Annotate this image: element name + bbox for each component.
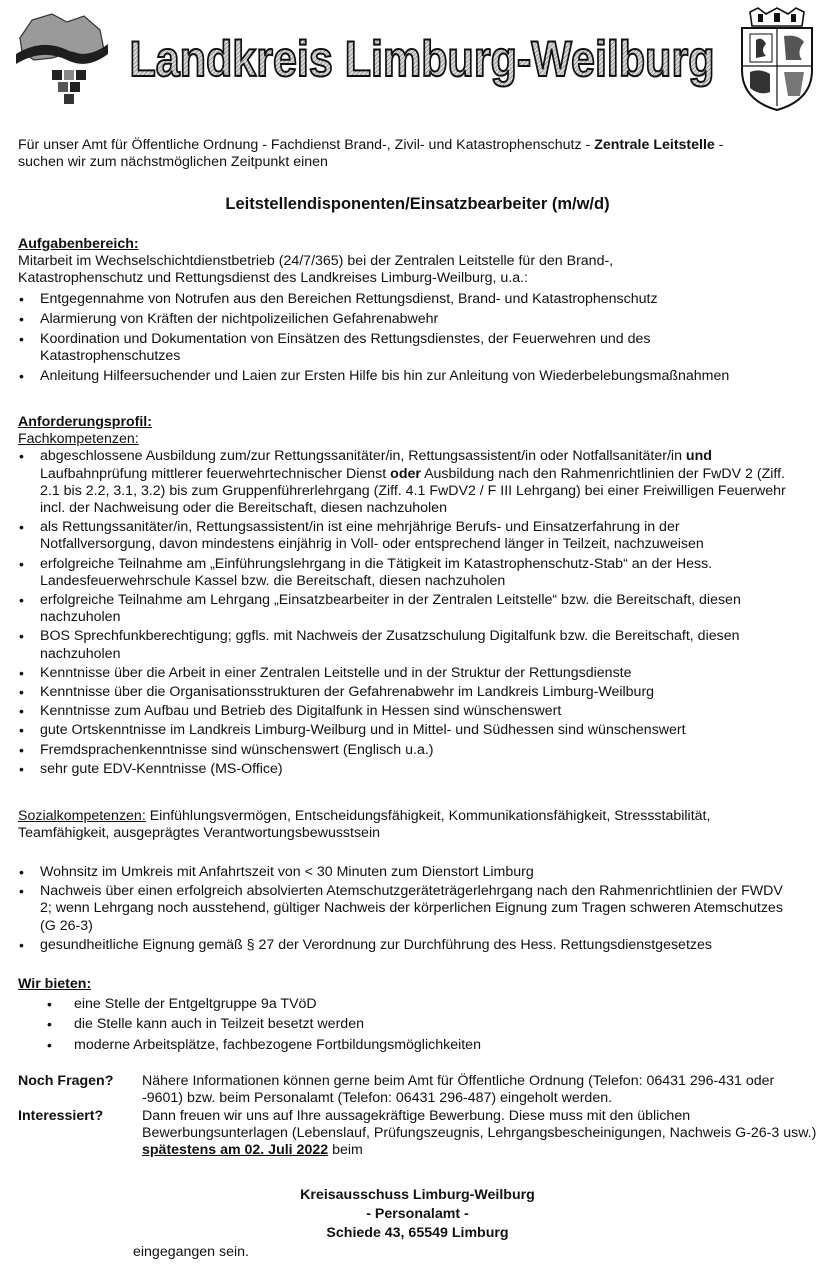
address-block: [0, 1186, 835, 1243]
weitere-section: [18, 864, 818, 954]
fragen-text: Nähere Informationen können gerne beim Amt für Öffentliche Ordnung (Telefon: 06431 296-431 oder -9601) bzw. beim Personalamt (Telefon: 06431 296-487) eingeholt werden.: [142, 1073, 775, 1107]
list-item: • Kenntnisse über die Arbeit in einer Zentralen Leitstelle und in der Struktur der Rettungsdienste: [18, 665, 798, 682]
intro-text-2: -: [714, 137, 724, 153]
aufgaben-line1: Mitarbeit im Wechselschichtdienstbetrieb (24/7/365) bei der Zentralen Leitstelle für den Brand-,: [18, 253, 614, 270]
closing-text: eingegangen sein.: [133, 1244, 249, 1260]
list-item: • als Rettungssanitäter/in, Rettungsassistent/in ist eine mehrjährige Berufs- und Einsatzerfahrung in der Notfallversorgung, davon mindestens einjährig in Voll- oder entsprechend länger in Teilzeit, nachzuweisen: [18, 519, 798, 553]
sozial-paragraph: [18, 808, 718, 842]
list-item: • gesundheitliche Eignung gemäß § 27 der Verordnung zur Durchführung des Hess. Rettungsdienstgesetzes: [18, 937, 798, 954]
list-item: • Entgegennahme von Notrufen aus den Bereichen Rettungsdienst, Brand- und Katastrophenschutz: [18, 291, 818, 308]
item1-und: und: [685, 448, 712, 465]
list-item: • Fremdsprachenkenntnisse sind wünschenswert (Englisch u.a.): [18, 742, 798, 759]
interessiert-label: Interessiert?: [18, 1108, 104, 1124]
fragen-label: Noch Fragen?: [18, 1073, 114, 1089]
title-text: Landkreis Limburg-Weilburg: [129, 31, 715, 87]
interessiert-after: beim: [328, 1142, 363, 1159]
list-item: • Anleitung Hilfeersuchender und Laien zur Ersten Hilfe bis hin zur Anleitung von Wiederbelebungsmaßnahmen: [18, 368, 818, 385]
list-item: • gute Ortskenntnisse im Landkreis Limburg-Weilburg und in Mittel- und Südhessen sind wünschenswert: [18, 722, 798, 739]
list-item: • Wohnsitz im Umkreis mit Anfahrtszeit von < 30 Minuten zum Dienstort Limburg: [18, 864, 798, 881]
anforderungen-section: [18, 414, 818, 778]
list-item: • erfolgreiche Teilnahme am Lehrgang „Einsatzbearbeiter in der Zentralen Leitstelle“ bzw. die Bereitschaft, diesen nachzuholen: [18, 592, 798, 626]
intro-text-1: Für unser Amt für Öffentliche Ordnung - Fachdienst Brand-, Zivil- und Katastrophenschutz -: [18, 137, 595, 153]
list-item: • Alarmierung von Kräften der nichtpolizeilichen Gefahrenabwehr: [18, 311, 818, 328]
address-line2: - Personalamt -: [366, 1206, 469, 1222]
item1-text-c: Ausbildung nach den Rahmenrichtlinien der FwDV 2 (Ziff. 2.1 bis 2.2, 3.1, 3.2) bis zum Gruppenführerlehrgang (Ziff. 4.1 FwDV2 / F III Lehrgang) bei einer Freiwilligen Feuerwehr incl. der Nachweisung oder die Bereitschaft, diesen nachzuholen: [40, 465, 786, 517]
list-item: [18, 448, 798, 517]
address-line3: Schiede 43, 65549 Limburg: [326, 1225, 509, 1241]
sozial-label: Sozialkompetenzen:: [18, 808, 146, 824]
fachkompetenzen-list: [18, 448, 798, 778]
bieten-section: [18, 976, 818, 1054]
item1-text-a: abgeschlossene Ausbildung zum/zur Rettungssanitäter/in, Rettungsassistent/in oder Notfallsanitäter/in: [40, 448, 686, 465]
list-item: • Koordination und Dokumentation von Einsätzen des Rettungsdienstes, der Feuerwehren und des Katastrophenschutzes: [18, 331, 740, 365]
list-item: • sehr gute EDV-Kenntnisse (MS-Office): [18, 761, 798, 778]
job-title: Leitstellendisponenten/Einsatzbearbeiter (m/w/d): [225, 195, 610, 213]
aufgaben-heading: Aufgabenbereich:: [18, 236, 139, 252]
item1-oder: oder: [390, 465, 421, 482]
list-item: • eine Stelle der Entgeltgruppe 9a TVöD: [18, 996, 818, 1013]
bieten-list: [18, 996, 818, 1054]
list-item: • Kenntnisse zum Aufbau und Betrieb des Digitalfunk in Hessen sind wünschenswert: [18, 703, 798, 720]
bieten-heading: Wir bieten:: [18, 976, 92, 992]
interessiert-text: Dann freuen wir uns auf Ihre aussagekräftige Bewerbung. Diese muss mit den üblichen Bewerbungsunterlagen (Lebenslauf, Prüfungszeugnis, Lehrgangsbescheinigungen, Nachweis G-26-3 usw.): [142, 1108, 817, 1142]
list-item: • BOS Sprechfunkberechtigung; ggfls. mit Nachweis der Zusatzschulung Digitalfunk bzw. die Bereitschaft, diesen nachzuholen: [18, 628, 798, 662]
aufgaben-list: [18, 291, 818, 386]
intro-paragraph: [18, 137, 818, 171]
title-logo: [122, 16, 722, 96]
deadline-text: spätestens am 02. Juli 2022: [142, 1142, 329, 1159]
list-item: • erfolgreiche Teilnahme am „Einführungslehrgang in die Tätigkeit im Katastrophenschutz-Stab“ an der Hess. Landesfeuerwehrschule Kassel bzw. die Bereitschaft, diesen nachzuholen: [18, 556, 798, 590]
list-item: • die Stelle kann auch in Teilzeit besetzt werden: [18, 1016, 818, 1033]
district-map-logo: [12, 8, 112, 108]
interessiert-text-block: [142, 1108, 818, 1160]
intro-text-line2: suchen wir zum nächstmöglichen Zeitpunkt einen: [18, 154, 328, 171]
sozial-text: Einfühlungsvermögen, Entscheidungsfähigkeit, Kommunikationsfähigkeit, Stressstabilität, Teamfähigkeit, ausgeprägtes Verantwortungsbewusstsein: [18, 808, 711, 842]
coat-of-arms-icon: [736, 8, 818, 112]
list-item: • Kenntnisse über die Organisationsstrukturen der Gefahrenabwehr im Landkreis Limburg-Weilburg: [18, 684, 798, 701]
list-item: • moderne Arbeitsplätze, fachbezogene Fortbildungsmöglichkeiten: [18, 1037, 818, 1054]
intro-bold-leitstelle: Zentrale Leitstelle: [594, 137, 715, 153]
header: [0, 0, 835, 115]
aufgaben-line2: Katastrophenschutz und Rettungsdienst des Landkreises Limburg-Weilburg, u.a.:: [18, 270, 528, 287]
weitere-list: [18, 864, 798, 954]
anforderungen-heading: Anforderungsprofil:: [18, 414, 152, 430]
aufgaben-section: [18, 236, 818, 386]
address-line1: Kreisausschuss Limburg-Weilburg: [300, 1187, 535, 1203]
fachkompetenzen-heading: Fachkompetenzen:: [18, 431, 139, 448]
list-item: • Nachweis über einen erfolgreich absolvierten Atemschutzgeräteträgerlehrgang nach den Rahmenrichtlinien der FWDV 2; wenn Lehrgang noch ausstehend, gültiger Nachweis der körperlichen Eignung zum Tragen schweren Atemschutzes (G 26-3): [18, 883, 798, 935]
item1-text-b: Laufbahnprüfung mittlerer feuerwehrtechnischer Dienst: [40, 465, 391, 482]
